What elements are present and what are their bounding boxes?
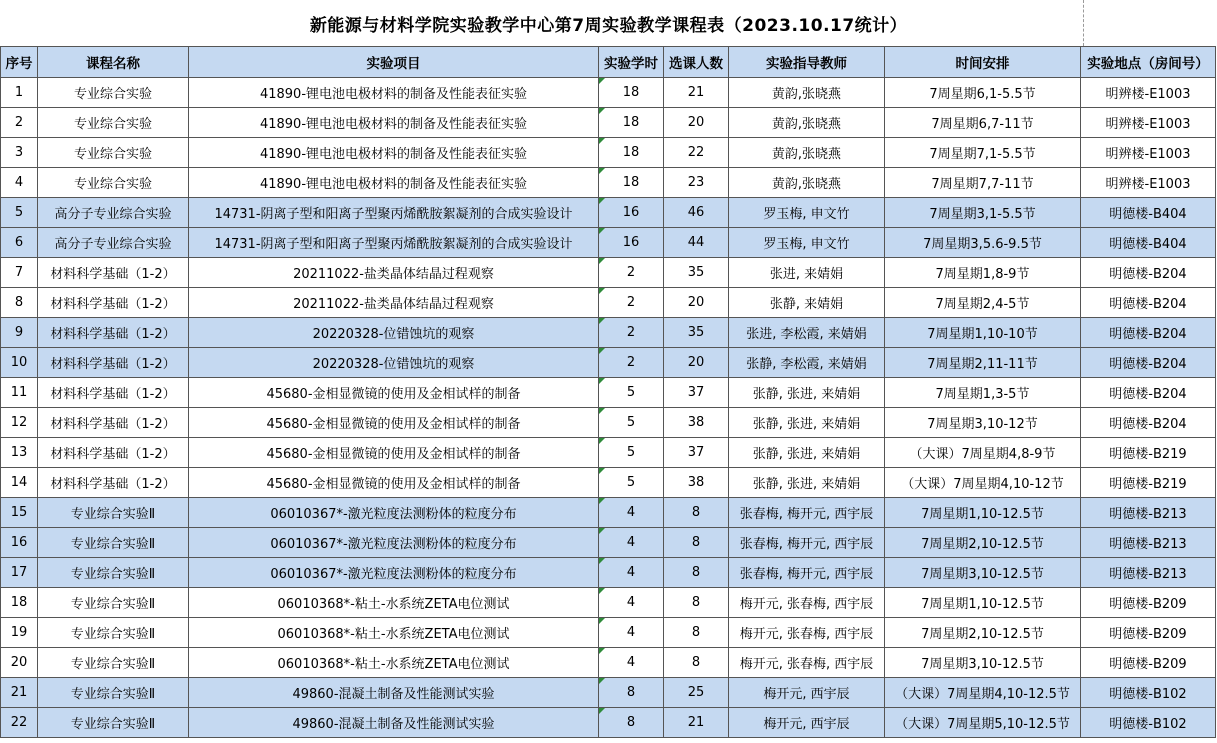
cell-course-name[interactable]: 材料科学基础（1-2） — [38, 468, 189, 498]
cell-time[interactable]: （大课）7周星期4,8-9节 — [885, 438, 1081, 468]
cell-project[interactable]: 49860-混凝土制备及性能测试实验 — [189, 678, 599, 708]
cell-hours[interactable]: 2 — [599, 318, 664, 348]
cell-students[interactable]: 23 — [664, 168, 729, 198]
cell-index[interactable]: 9 — [1, 318, 38, 348]
cell-hours[interactable]: 4 — [599, 558, 664, 588]
cell-students[interactable]: 8 — [664, 558, 729, 588]
cell-students[interactable]: 20 — [664, 348, 729, 378]
cell-project[interactable]: 41890-锂电池电极材料的制备及性能表征实验 — [189, 108, 599, 138]
cell-room[interactable]: 明德楼-B204 — [1081, 348, 1216, 378]
cell-time[interactable]: 7周星期1,8-9节 — [885, 258, 1081, 288]
cell-course-name[interactable]: 专业综合实验Ⅱ — [38, 498, 189, 528]
cell-project[interactable]: 20220328-位错蚀坑的观察 — [189, 318, 599, 348]
table-row — [1, 438, 1216, 468]
table-row — [1, 258, 1216, 288]
cell-time[interactable]: 7周星期1,10-10节 — [885, 318, 1081, 348]
cell-room[interactable]: 明德楼-B404 — [1081, 198, 1216, 228]
cell-course-name[interactable]: 专业综合实验Ⅱ — [38, 528, 189, 558]
cell-teacher[interactable]: 梅开元, 西宇辰 — [729, 708, 885, 738]
cell-time[interactable]: 7周星期1,10-12.5节 — [885, 498, 1081, 528]
cell-hours[interactable]: 5 — [599, 468, 664, 498]
cell-index[interactable]: 12 — [1, 408, 38, 438]
cell-students[interactable]: 8 — [664, 648, 729, 678]
cell-students[interactable]: 37 — [664, 378, 729, 408]
cell-time[interactable]: 7周星期2,10-12.5节 — [885, 618, 1081, 648]
cell-project[interactable]: 06010367*-激光粒度法测粉体的粒度分布 — [189, 558, 599, 588]
cell-teacher[interactable]: 张静, 张进, 来婧娟 — [729, 378, 885, 408]
cell-project[interactable]: 20211022-盐类晶体结晶过程观察 — [189, 258, 599, 288]
header-students[interactable]: 选课人数 — [664, 47, 729, 78]
cell-hours[interactable]: 16 — [599, 228, 664, 258]
table-row — [1, 108, 1216, 138]
cell-index[interactable]: 13 — [1, 438, 38, 468]
cell-hours[interactable]: 18 — [599, 168, 664, 198]
cell-project[interactable]: 06010368*-粘土-水系统ZETA电位测试 — [189, 618, 599, 648]
cell-hours[interactable]: 4 — [599, 588, 664, 618]
cell-room[interactable]: 明德楼-B213 — [1081, 528, 1216, 558]
cell-hours[interactable]: 16 — [599, 198, 664, 228]
cell-teacher[interactable]: 张进, 来婧娟 — [729, 258, 885, 288]
cell-teacher[interactable]: 罗玉梅, 申文竹 — [729, 228, 885, 258]
cell-project[interactable]: 45680-金相显微镜的使用及金相试样的制备 — [189, 408, 599, 438]
cell-index[interactable]: 5 — [1, 198, 38, 228]
cell-course-name[interactable]: 专业综合实验Ⅱ — [38, 618, 189, 648]
cell-index[interactable]: 1 — [1, 78, 38, 108]
cell-teacher[interactable]: 张静, 来婧娟 — [729, 288, 885, 318]
cell-students[interactable]: 20 — [664, 288, 729, 318]
table-row — [1, 558, 1216, 588]
cell-hours[interactable]: 18 — [599, 138, 664, 168]
cell-students[interactable]: 35 — [664, 318, 729, 348]
cell-teacher[interactable]: 张静, 张进, 来婧娟 — [729, 438, 885, 468]
cell-teacher[interactable]: 梅开元, 张春梅, 西宇辰 — [729, 648, 885, 678]
cell-hours[interactable]: 5 — [599, 408, 664, 438]
cell-course-name[interactable]: 材料科学基础（1-2） — [38, 438, 189, 468]
cell-project[interactable]: 14731-阴离子型和阳离子型聚丙烯酰胺絮凝剂的合成实验设计 — [189, 198, 599, 228]
cell-hours[interactable]: 5 — [599, 378, 664, 408]
table-row — [1, 318, 1216, 348]
cell-index[interactable]: 15 — [1, 498, 38, 528]
cell-room[interactable]: 明辨楼-E1003 — [1081, 168, 1216, 198]
cell-time[interactable]: 7周星期2,11-11节 — [885, 348, 1081, 378]
cell-course-name[interactable]: 专业综合实验Ⅱ — [38, 708, 189, 738]
cell-index[interactable]: 20 — [1, 648, 38, 678]
cell-students[interactable]: 8 — [664, 528, 729, 558]
cell-index[interactable]: 2 — [1, 108, 38, 138]
cell-hours[interactable]: 4 — [599, 528, 664, 558]
cell-project[interactable]: 06010367*-激光粒度法测粉体的粒度分布 — [189, 528, 599, 558]
cell-time[interactable]: 7周星期3,10-12节 — [885, 408, 1081, 438]
cell-room[interactable]: 明德楼-B204 — [1081, 318, 1216, 348]
cell-course-name[interactable]: 专业综合实验 — [38, 78, 189, 108]
cell-project[interactable]: 20220328-位错蚀坑的观察 — [189, 348, 599, 378]
cell-project[interactable]: 14731-阴离子型和阳离子型聚丙烯酰胺絮凝剂的合成实验设计 — [189, 228, 599, 258]
cell-time[interactable]: 7周星期7,7-11节 — [885, 168, 1081, 198]
table-row — [1, 618, 1216, 648]
cell-room[interactable]: 明德楼-B213 — [1081, 498, 1216, 528]
cell-students[interactable]: 35 — [664, 258, 729, 288]
cell-room[interactable]: 明德楼-B204 — [1081, 258, 1216, 288]
cell-students[interactable]: 21 — [664, 78, 729, 108]
cell-hours[interactable]: 18 — [599, 78, 664, 108]
table-row — [1, 528, 1216, 558]
cell-index[interactable]: 11 — [1, 378, 38, 408]
page-title: 新能源与材料学院实验教学中心第7周实验教学课程表（2023.10.17统计） — [309, 15, 908, 36]
cell-students[interactable]: 25 — [664, 678, 729, 708]
cell-course-name[interactable]: 材料科学基础（1-2） — [38, 288, 189, 318]
cell-time[interactable]: 7周星期1,3-5节 — [885, 378, 1081, 408]
cell-time[interactable]: 7周星期2,10-12.5节 — [885, 528, 1081, 558]
cell-index[interactable]: 22 — [1, 708, 38, 738]
cell-teacher[interactable]: 张进, 李松霞, 来婧娟 — [729, 318, 885, 348]
cell-time[interactable]: 7周星期3,10-12.5节 — [885, 648, 1081, 678]
cell-teacher[interactable]: 梅开元, 张春梅, 西宇辰 — [729, 618, 885, 648]
table-header-row — [1, 47, 1216, 78]
cell-hours[interactable]: 2 — [599, 258, 664, 288]
cell-project[interactable]: 41890-锂电池电极材料的制备及性能表征实验 — [189, 138, 599, 168]
cell-room[interactable]: 明德楼-B209 — [1081, 618, 1216, 648]
cell-room[interactable]: 明德楼-B102 — [1081, 708, 1216, 738]
cell-project[interactable]: 41890-锂电池电极材料的制备及性能表征实验 — [189, 78, 599, 108]
cell-time[interactable]: 7周星期6,7-11节 — [885, 108, 1081, 138]
table-row — [1, 168, 1216, 198]
cell-teacher[interactable]: 张春梅, 梅开元, 西宇辰 — [729, 498, 885, 528]
cell-project[interactable]: 06010368*-粘土-水系统ZETA电位测试 — [189, 648, 599, 678]
cell-room[interactable]: 明德楼-B204 — [1081, 288, 1216, 318]
cell-index[interactable]: 19 — [1, 618, 38, 648]
cell-time[interactable]: （大课）7周星期4,10-12节 — [885, 468, 1081, 498]
cell-room[interactable]: 明德楼-B102 — [1081, 678, 1216, 708]
cell-project[interactable]: 45680-金相显微镜的使用及金相试样的制备 — [189, 378, 599, 408]
cell-course-name[interactable]: 专业综合实验 — [38, 138, 189, 168]
cell-project[interactable]: 45680-金相显微镜的使用及金相试样的制备 — [189, 468, 599, 498]
cell-students[interactable]: 21 — [664, 708, 729, 738]
cell-time[interactable]: 7周星期1,10-12.5节 — [885, 588, 1081, 618]
cell-hours[interactable]: 8 — [599, 678, 664, 708]
cell-room[interactable]: 明辨楼-E1003 — [1081, 138, 1216, 168]
cell-hours[interactable]: 18 — [599, 108, 664, 138]
cell-index[interactable]: 17 — [1, 558, 38, 588]
page-break-line — [1083, 0, 1084, 46]
header-time[interactable]: 时间安排 — [885, 47, 1081, 78]
cell-course-name[interactable]: 材料科学基础（1-2） — [38, 408, 189, 438]
header-teacher[interactable]: 实验指导教师 — [729, 47, 885, 78]
cell-room[interactable]: 明德楼-B213 — [1081, 558, 1216, 588]
cell-index[interactable]: 4 — [1, 168, 38, 198]
cell-project[interactable]: 20211022-盐类晶体结晶过程观察 — [189, 288, 599, 318]
cell-time[interactable]: （大课）7周星期4,10-12.5节 — [885, 678, 1081, 708]
table-row — [1, 288, 1216, 318]
cell-teacher[interactable]: 张春梅, 梅开元, 西宇辰 — [729, 558, 885, 588]
cell-course-name[interactable]: 材料科学基础（1-2） — [38, 378, 189, 408]
cell-teacher[interactable]: 罗玉梅, 申文竹 — [729, 198, 885, 228]
cell-hours[interactable]: 5 — [599, 438, 664, 468]
schedule-table — [0, 46, 1216, 738]
table-row — [1, 228, 1216, 258]
cell-course-name[interactable]: 专业综合实验Ⅱ — [38, 588, 189, 618]
cell-course-name[interactable]: 专业综合实验Ⅱ — [38, 678, 189, 708]
cell-students[interactable]: 38 — [664, 408, 729, 438]
cell-hours[interactable]: 2 — [599, 348, 664, 378]
cell-room[interactable]: 明德楼-B404 — [1081, 228, 1216, 258]
cell-index[interactable]: 14 — [1, 468, 38, 498]
cell-room[interactable]: 明德楼-B219 — [1081, 438, 1216, 468]
cell-index[interactable]: 16 — [1, 528, 38, 558]
cell-course-name[interactable]: 材料科学基础（1-2） — [38, 258, 189, 288]
cell-time[interactable]: （大课）7周星期5,10-12.5节 — [885, 708, 1081, 738]
table-row — [1, 378, 1216, 408]
cell-students[interactable]: 8 — [664, 588, 729, 618]
cell-hours[interactable]: 4 — [599, 648, 664, 678]
cell-hours[interactable]: 8 — [599, 708, 664, 738]
cell-teacher[interactable]: 张春梅, 梅开元, 西宇辰 — [729, 528, 885, 558]
cell-course-name[interactable]: 专业综合实验Ⅱ — [38, 558, 189, 588]
cell-project[interactable]: 49860-混凝土制备及性能测试实验 — [189, 708, 599, 738]
table-body — [1, 78, 1216, 738]
table-row — [1, 648, 1216, 678]
cell-room[interactable]: 明辨楼-E1003 — [1081, 108, 1216, 138]
cell-course-name[interactable]: 材料科学基础（1-2） — [38, 318, 189, 348]
cell-teacher[interactable]: 张静, 李松霞, 来婧娟 — [729, 348, 885, 378]
cell-course-name[interactable]: 专业综合实验Ⅱ — [38, 648, 189, 678]
cell-index[interactable]: 8 — [1, 288, 38, 318]
table-row — [1, 408, 1216, 438]
table-row — [1, 588, 1216, 618]
table-row — [1, 708, 1216, 738]
cell-students[interactable]: 37 — [664, 438, 729, 468]
cell-hours[interactable]: 4 — [599, 498, 664, 528]
cell-students[interactable]: 8 — [664, 618, 729, 648]
cell-room[interactable]: 明辨楼-E1003 — [1081, 78, 1216, 108]
header-hours[interactable]: 实验学时 — [599, 47, 664, 78]
cell-teacher[interactable]: 张静, 张进, 来婧娟 — [729, 408, 885, 438]
cell-project[interactable]: 45680-金相显微镜的使用及金相试样的制备 — [189, 438, 599, 468]
cell-time[interactable]: 7周星期3,1-5.5节 — [885, 198, 1081, 228]
table-row — [1, 348, 1216, 378]
cell-index[interactable]: 21 — [1, 678, 38, 708]
table-row — [1, 678, 1216, 708]
cell-index[interactable]: 10 — [1, 348, 38, 378]
cell-room[interactable]: 明德楼-B204 — [1081, 408, 1216, 438]
cell-time[interactable]: 7周星期2,4-5节 — [885, 288, 1081, 318]
header-index[interactable]: 序号 — [1, 47, 38, 78]
cell-hours[interactable]: 2 — [599, 288, 664, 318]
cell-students[interactable]: 20 — [664, 108, 729, 138]
cell-index[interactable]: 3 — [1, 138, 38, 168]
cell-students[interactable]: 46 — [664, 198, 729, 228]
cell-room[interactable]: 明德楼-B209 — [1081, 588, 1216, 618]
cell-teacher[interactable]: 黄韵,张晓燕 — [729, 78, 885, 108]
header-room[interactable]: 实验地点（房间号） — [1081, 47, 1216, 78]
table-row — [1, 78, 1216, 108]
cell-time[interactable]: 7周星期6,1-5.5节 — [885, 78, 1081, 108]
cell-course-name[interactable]: 专业综合实验 — [38, 108, 189, 138]
cell-index[interactable]: 7 — [1, 258, 38, 288]
cell-teacher[interactable]: 张静, 张进, 来婧娟 — [729, 468, 885, 498]
table-row — [1, 498, 1216, 528]
cell-project[interactable]: 06010368*-粘土-水系统ZETA电位测试 — [189, 588, 599, 618]
cell-students[interactable]: 8 — [664, 498, 729, 528]
table-row — [1, 138, 1216, 168]
cell-room[interactable]: 明德楼-B209 — [1081, 648, 1216, 678]
cell-course-name[interactable]: 高分子专业综合实验 — [38, 198, 189, 228]
cell-time[interactable]: 7周星期3,5.6-9.5节 — [885, 228, 1081, 258]
cell-teacher[interactable]: 黄韵,张晓燕 — [729, 138, 885, 168]
cell-index[interactable]: 18 — [1, 588, 38, 618]
header-project[interactable]: 实验项目 — [189, 47, 599, 78]
cell-project[interactable]: 41890-锂电池电极材料的制备及性能表征实验 — [189, 168, 599, 198]
cell-course-name[interactable]: 专业综合实验 — [38, 168, 189, 198]
cell-teacher[interactable]: 黄韵,张晓燕 — [729, 108, 885, 138]
cell-course-name[interactable]: 高分子专业综合实验 — [38, 228, 189, 258]
header-course-name[interactable]: 课程名称 — [38, 47, 189, 78]
cell-time[interactable]: 7周星期7,1-5.5节 — [885, 138, 1081, 168]
cell-teacher[interactable]: 梅开元, 张春梅, 西宇辰 — [729, 588, 885, 618]
cell-room[interactable]: 明德楼-B219 — [1081, 468, 1216, 498]
cell-index[interactable]: 6 — [1, 228, 38, 258]
table-row — [1, 198, 1216, 228]
cell-students[interactable]: 22 — [664, 138, 729, 168]
cell-students[interactable]: 38 — [664, 468, 729, 498]
cell-time[interactable]: 7周星期3,10-12.5节 — [885, 558, 1081, 588]
cell-hours[interactable]: 4 — [599, 618, 664, 648]
cell-room[interactable]: 明德楼-B204 — [1081, 378, 1216, 408]
cell-students[interactable]: 44 — [664, 228, 729, 258]
cell-course-name[interactable]: 材料科学基础（1-2） — [38, 348, 189, 378]
cell-teacher[interactable]: 黄韵,张晓燕 — [729, 168, 885, 198]
cell-teacher[interactable]: 梅开元, 西宇辰 — [729, 678, 885, 708]
cell-project[interactable]: 06010367*-激光粒度法测粉体的粒度分布 — [189, 498, 599, 528]
table-row — [1, 468, 1216, 498]
